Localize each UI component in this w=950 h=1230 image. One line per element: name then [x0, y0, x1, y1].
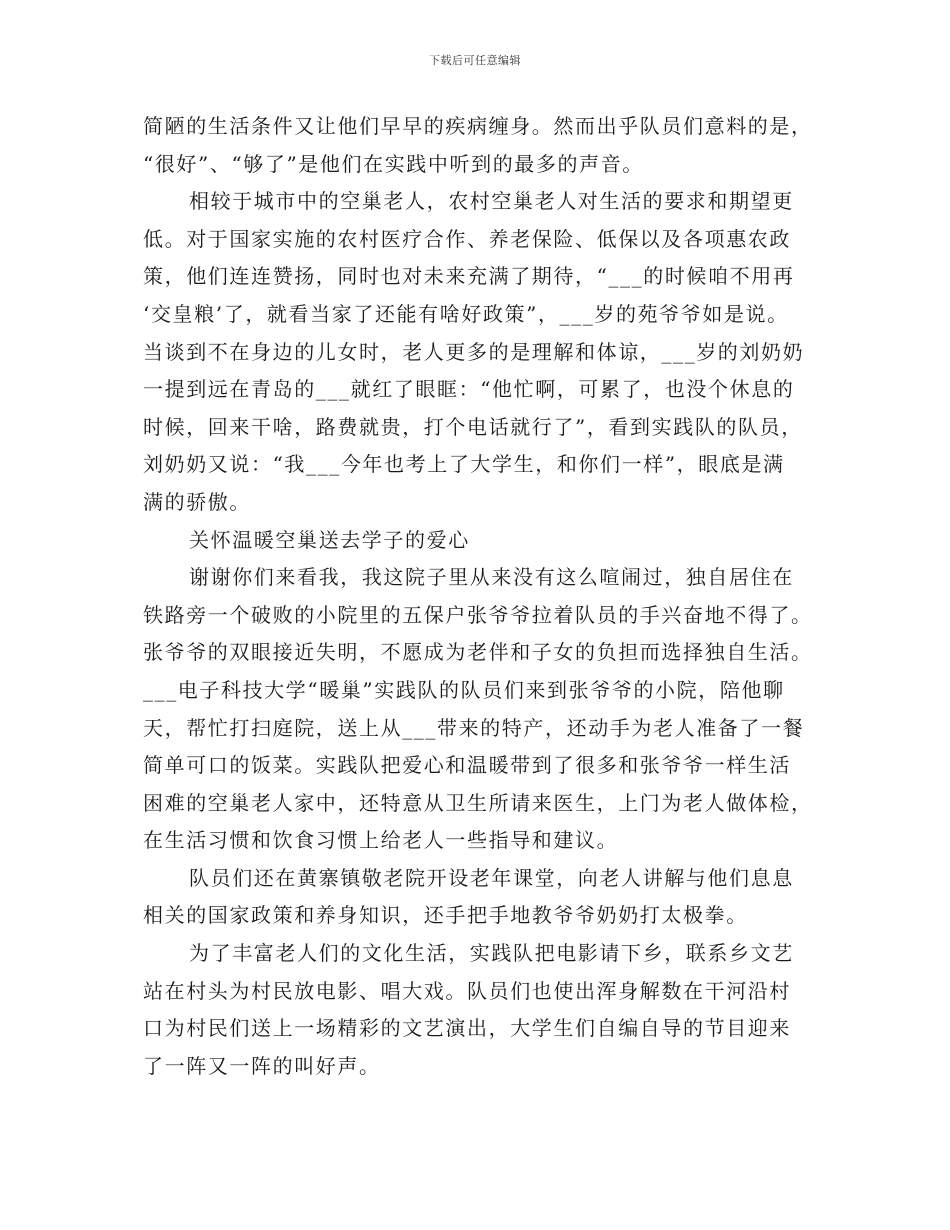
- text-line: 为了丰富老人们的文化生活，实践队把电影请下乡，联系乡文艺: [189, 941, 794, 966]
- text-line: 在生活习惯和饮食习惯上给老人一些指导和建议。: [143, 828, 619, 853]
- text-line: 了一阵又一阵的叫好声。: [143, 1053, 381, 1078]
- text-line: ‘交皇粮’了，就看当家了还能有啥好政策”，___岁的苑爷爷如是说。: [143, 301, 789, 326]
- text-line: 刘奶奶又说：“我___今年也考上了大学生，和你们一样”，眼底是满: [143, 452, 785, 477]
- text-line: 困难的空巢老人家中，还特意从卫生所请来医生，上门为老人做体检，: [143, 790, 813, 815]
- text-line: 天，帮忙打扫庭院，送上从___带来的特产，还动手为老人准备了一餐: [143, 715, 805, 740]
- text-line: 谢谢你们来看我，我这院子里从来没有这么喧闹过，独自居住在: [189, 565, 794, 590]
- page-header: 下载后可任意编辑: [429, 54, 521, 67]
- text-line: ___电子科技大学“暖巢”实践队的队员们来到张爷爷的小院，陪他聊: [143, 677, 785, 702]
- text-line: 关怀温暖空巢送去学子的爱心: [189, 527, 470, 552]
- text-line: 简陋的生活条件又让他们早早的疾病缠身。然而出乎队员们意料的是，: [143, 114, 813, 138]
- text-line: 站在村头为村民放电影、唱大戏。队员们也使出浑身解数在干河沿村: [143, 978, 791, 1003]
- text-line: 当谈到不在身边的儿女时，老人更多的是理解和体谅，___岁的刘奶奶: [143, 339, 805, 364]
- text-line: 铁路旁一个破败的小院里的五保户张爷爷拉着队员的手兴奋地不得了。: [143, 602, 813, 627]
- text-line: 相关的国家政策和养身知识，还手把手地教爷爷奶奶打太极拳。: [143, 903, 748, 928]
- text-line: 低。对于国家实施的农村医疗合作、养老保险、低保以及各项惠农政: [143, 226, 791, 251]
- text-line: 口为村民们送上一场精彩的文艺演出，大学生们自编自导的节目迎来: [143, 1016, 791, 1041]
- text-line: 满的骄傲。: [143, 489, 251, 514]
- text-line: 策，他们连连赞扬，同时也对未来充满了期待，“___的时候咱不用再: [143, 264, 795, 289]
- text-line: 简单可口的饭菜。实践队把爱心和温暖带到了很多和张爷爷一样生活: [143, 753, 791, 778]
- text-line: 相较于城市中的空巢老人，农村空巢老人对生活的要求和期望更: [189, 189, 794, 214]
- text-line: 队员们还在黄寨镇敬老院开设老年课堂，向老人讲解与他们息息: [189, 865, 794, 890]
- text-line: “很好”、“够了”是他们在实践中听到的最多的声音。: [143, 151, 644, 176]
- text-line: 一提到远在青岛的___就红了眼眶：“他忙啊，可累了，也没个休息的: [143, 377, 795, 402]
- document-body: [143, 108, 823, 1085]
- text-line: 时候，回来干啥，路费就贵，打个电话就行了”，看到实践队的队员，: [143, 414, 803, 439]
- text-line: 张爷爷的双眼接近失明，不愿成为老伴和子女的负担而选择独自生活。: [143, 640, 813, 665]
